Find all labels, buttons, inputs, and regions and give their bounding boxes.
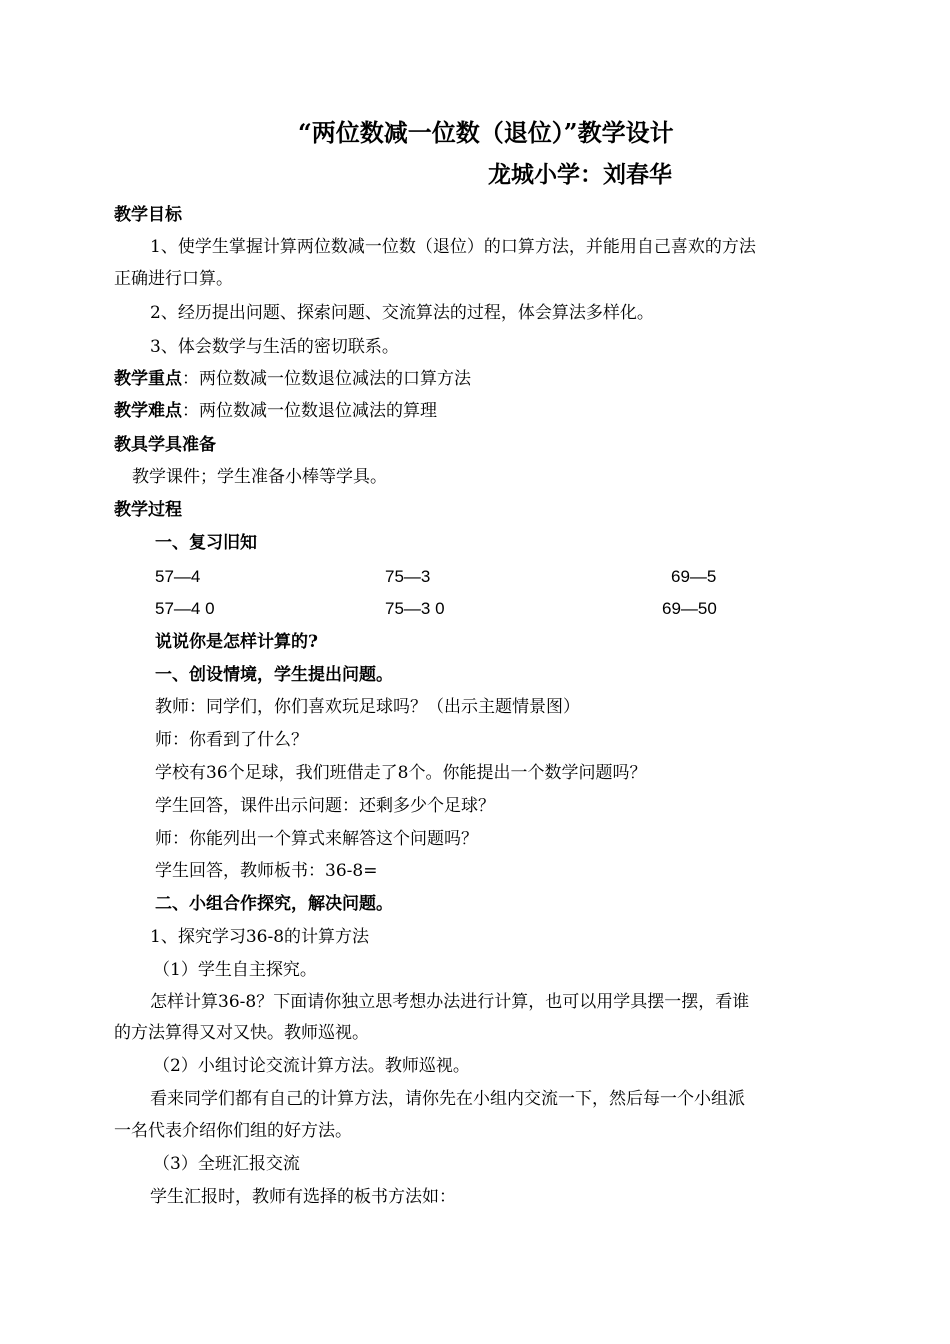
paragraph: （3）全班汇报交流 <box>153 1154 300 1174</box>
difficulty <box>114 400 437 422</box>
objectives-heading: 教学目标 <box>114 205 182 225</box>
paragraph: 的方法算得又对又快。教师巡视。 <box>114 1023 369 1043</box>
paragraph: （2）小组讨论交流计算方法。教师巡视。 <box>153 1056 470 1076</box>
key-point-text: ：两位数减一位数退位减法的口算方法 <box>182 369 471 389</box>
section-2-heading: 二、小组合作探究，解决问题。 <box>155 894 393 914</box>
process-heading: 教学过程 <box>114 500 182 520</box>
paragraph: 怎样计算36-8？下面请你独立思考想办法进行计算，也可以用学具摆一摆，看谁 <box>150 992 750 1012</box>
paragraph: 学生汇报时，教师有选择的板书方法如： <box>150 1187 456 1207</box>
review-question: 说说你是怎样计算的? <box>155 632 318 652</box>
paragraph: 学校有36个足球，我们班借走了8个。你能提出一个数学问题吗？ <box>155 763 647 783</box>
author-line: 龙城小学：刘春华 <box>488 161 672 188</box>
difficulty-text: ：两位数减一位数退位减法的算理 <box>182 401 437 421</box>
paragraph: 一名代表介绍你们组的好方法。 <box>114 1121 352 1141</box>
paragraph: 师：你看到了什么？ <box>155 730 308 750</box>
review-expr: 75—3 0 <box>385 599 445 618</box>
paragraph: （1）学生自主探究。 <box>153 960 317 980</box>
review-expr: 57—4 <box>155 567 201 586</box>
objective-1-line2: 正确进行口算。 <box>114 269 233 289</box>
objective-3: 3、体会数学与生活的密切联系。 <box>150 337 399 357</box>
tools-heading: 教具学具准备 <box>114 435 216 455</box>
key-point-label: 教学重点 <box>114 369 182 389</box>
review-expr: 57—4 0 <box>155 599 215 618</box>
paragraph: 师：你能列出一个算式来解答这个问题吗？ <box>155 829 478 849</box>
paragraph: 学生回答，课件出示问题：还剩多少个足球？ <box>155 796 495 816</box>
objective-1-line1: 1、使学生掌握计算两位数减一位数（退位）的口算方法，并能用自己喜欢的方法 <box>150 237 756 257</box>
section-1-heading: 一、创设情境，学生提出问题。 <box>155 665 393 685</box>
difficulty-label: 教学难点 <box>114 401 182 421</box>
paragraph: 看来同学们都有自己的计算方法，请你先在小组内交流一下，然后每一个小组派 <box>150 1089 745 1109</box>
review-expr: 69—50 <box>662 599 717 618</box>
paragraph: 学生回答，教师板书：36-8= <box>155 861 378 881</box>
review-expr: 69—5 <box>671 567 717 586</box>
paragraph: 1、探究学习36-8的计算方法 <box>150 927 370 947</box>
document-title: “两位数减一位数（退位）”教学设计 <box>298 118 674 147</box>
objective-2: 2、经历提出问题、探索问题、交流算法的过程，体会算法多样化。 <box>150 303 654 323</box>
key-point <box>114 368 471 390</box>
paragraph: 教师：同学们，你们喜欢玩足球吗？（出示主题情景图） <box>155 697 580 717</box>
review-expr: 75—3 <box>385 567 431 586</box>
review-heading: 一、复习旧知 <box>155 533 257 553</box>
tools-text: 教学课件；学生准备小棒等学具。 <box>132 467 387 487</box>
